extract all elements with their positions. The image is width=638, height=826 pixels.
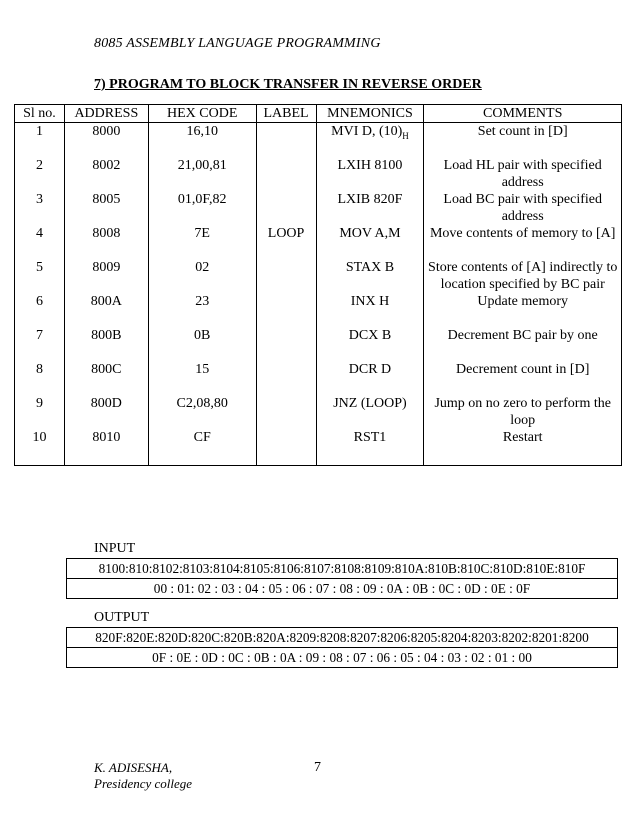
footer-institution: Presidency college <box>94 776 193 791</box>
cell-sl <box>15 157 65 191</box>
cell-mnemonic-text: LXIB 820F <box>337 192 403 207</box>
table-row <box>15 191 622 225</box>
cell-address <box>64 259 148 293</box>
cell-hex-code-text: 16,10 <box>186 124 218 139</box>
cell-comment-text: Move contents of memory to [A] <box>429 226 616 241</box>
cell-label <box>256 327 316 361</box>
cell-comment-text: Decrement count in [D] <box>456 362 590 377</box>
cell-mnemonic <box>316 293 424 327</box>
cell-comment <box>424 225 622 259</box>
cell-address <box>64 157 148 191</box>
cell-comment-text: Load HL pair with specified address <box>443 158 602 190</box>
cell-mnemonic <box>316 429 424 466</box>
program-title: 7) PROGRAM TO BLOCK TRANSFER IN REVERSE ORDER <box>94 77 482 92</box>
cell-address-text: 8010 <box>92 430 121 445</box>
cell-address <box>64 327 148 361</box>
cell-sl-text: 4 <box>35 226 43 241</box>
cell-hex-code <box>148 225 256 259</box>
cell-hex-code <box>148 259 256 293</box>
table-row <box>15 395 622 429</box>
cell-comment-text: Jump on no zero to perform the loop <box>434 396 611 428</box>
cell-mnemonic-text: DCX B <box>348 328 392 343</box>
cell-comment <box>424 157 622 191</box>
footer-author-block <box>94 760 192 792</box>
cell-comment <box>424 191 622 225</box>
cell-label <box>256 429 316 466</box>
table-row <box>15 293 622 327</box>
cell-hex-code <box>148 293 256 327</box>
cell-mnemonic <box>316 191 424 225</box>
cell-sl-text: 6 <box>35 294 43 309</box>
col-header-hex-code: HEX CODE <box>148 105 256 123</box>
cell-address-text: 8005 <box>92 192 121 207</box>
cell-sl-text: 1 <box>35 124 43 139</box>
cell-address-text: 8000 <box>92 124 121 139</box>
cell-hex-code-text: 21,00,81 <box>177 158 227 173</box>
cell-address <box>64 429 148 466</box>
page-number: 7 <box>314 760 321 775</box>
cell-mnemonic-text: JNZ (LOOP) <box>333 396 407 411</box>
cell-mnemonic-text: STAX B <box>345 260 395 275</box>
cell-mnemonic <box>316 395 424 429</box>
cell-comment-text: Restart <box>502 430 543 445</box>
table-row <box>15 327 622 361</box>
col-header-sl: Sl no. <box>15 105 65 123</box>
cell-sl <box>15 293 65 327</box>
output-addresses: 820F:820E:820D:820C:820B:820A:8209:8208:8207:8206:8205:8204:8203:8202:8201:8200 <box>95 630 589 645</box>
cell-label <box>256 293 316 327</box>
cell-hex-code <box>148 327 256 361</box>
cell-label <box>256 191 316 225</box>
cell-sl-text: 7 <box>35 328 43 343</box>
cell-mnemonic <box>316 361 424 395</box>
cell-mnemonic-text: LXIH 8100 <box>337 158 403 173</box>
col-header-label: LABEL <box>256 105 316 123</box>
cell-label <box>256 123 316 158</box>
cell-comment-text: Update memory <box>477 294 568 309</box>
cell-address-text: 800B <box>91 328 122 343</box>
cell-sl <box>15 395 65 429</box>
cell-mnemonic-text: MOV A,M <box>339 226 401 241</box>
cell-mnemonic <box>316 259 424 293</box>
cell-address-text: 800C <box>91 362 122 377</box>
table-row <box>15 157 622 191</box>
cell-comment <box>424 293 622 327</box>
cell-sl <box>15 225 65 259</box>
cell-sl <box>15 259 65 293</box>
cell-address <box>64 191 148 225</box>
cell-address <box>64 395 148 429</box>
cell-hex-code-text: 01,0F,82 <box>177 192 227 207</box>
cell-mnemonic <box>316 225 424 259</box>
cell-sl <box>15 361 65 395</box>
cell-mnemonic-text: DCR D <box>348 362 392 377</box>
col-header-mnemonics: MNEMONICS <box>316 105 424 123</box>
table-row <box>15 361 622 395</box>
cell-hex-code <box>148 429 256 466</box>
cell-label <box>256 157 316 191</box>
cell-comment-text: Decrement BC pair by one <box>447 328 598 343</box>
cell-label <box>256 361 316 395</box>
output-values: 0F : 0E : 0D : 0C : 0B : 0A : 09 : 08 : 07 : 06 : 05 : 04 : 03 : 02 : 01 : 00 <box>67 647 617 667</box>
cell-label <box>256 225 316 259</box>
col-header-address: ADDRESS <box>64 105 148 123</box>
cell-comment <box>424 327 622 361</box>
col-header-comments: COMMENTS <box>424 105 622 123</box>
cell-sl <box>15 123 65 158</box>
mnemonic-subscript: H <box>402 130 409 141</box>
program-table <box>14 104 622 466</box>
input-values: 00 : 01: 02 : 03 : 04 : 05 : 06 : 07 : 08 : 09 : 0A : 0B : 0C : 0D : 0E : 0F <box>67 578 617 598</box>
table-row <box>15 123 622 158</box>
cell-label <box>256 395 316 429</box>
running-header: 8085 ASSEMBLY LANGUAGE PROGRAMMING <box>94 36 381 51</box>
cell-comment-text: Load BC pair with specified address <box>443 192 603 224</box>
cell-comment <box>424 123 622 158</box>
input-addresses: 8100:810:8102:8103:8104:8105:8106:8107:8108:8109:810A:810B:810C:810D:810E:810F <box>98 561 586 576</box>
cell-comment <box>424 429 622 466</box>
cell-mnemonic <box>316 327 424 361</box>
output-label: OUTPUT <box>94 610 150 625</box>
cell-hex-code-text: 0B <box>194 328 211 343</box>
output-table <box>66 627 618 668</box>
table-header-row <box>15 105 622 123</box>
input-table <box>66 558 618 599</box>
table-row <box>15 429 622 466</box>
cell-address <box>64 225 148 259</box>
cell-mnemonic-text: RST1 <box>353 430 387 445</box>
table-row <box>15 259 622 293</box>
cell-sl <box>15 327 65 361</box>
cell-sl <box>15 191 65 225</box>
cell-sl-text: 2 <box>35 158 43 173</box>
footer-author: K. ADISESHA, <box>94 760 173 775</box>
cell-comment-text: Store contents of [A] indirectly to location specified by BC pair <box>428 260 618 292</box>
cell-sl-text: 9 <box>35 396 43 411</box>
input-label: INPUT <box>94 541 136 556</box>
cell-hex-code-text: 7E <box>194 226 210 241</box>
cell-mnemonic <box>316 123 424 158</box>
cell-comment-text: Set count in [D] <box>477 124 568 139</box>
cell-hex-code-text: 23 <box>195 294 210 309</box>
cell-address <box>64 361 148 395</box>
cell-address-text: 8009 <box>92 260 121 275</box>
cell-address-text: 800A <box>90 294 122 309</box>
cell-comment <box>424 395 622 429</box>
cell-hex-code <box>148 191 256 225</box>
cell-sl-text: 3 <box>35 192 43 207</box>
cell-mnemonic-text: INX H <box>350 294 390 309</box>
cell-hex-code <box>148 123 256 158</box>
cell-hex-code <box>148 157 256 191</box>
cell-hex-code <box>148 395 256 429</box>
cell-mnemonic-text: MVI D, (10) <box>331 124 403 139</box>
cell-mnemonic <box>316 157 424 191</box>
cell-comment <box>424 361 622 395</box>
cell-hex-code-text: CF <box>193 430 211 445</box>
cell-hex-code-text: C2,08,80 <box>176 396 228 411</box>
cell-sl-text: 8 <box>35 362 43 377</box>
cell-sl-text: 5 <box>35 260 43 275</box>
cell-label-text: LOOP <box>267 226 305 241</box>
table-row <box>15 225 622 259</box>
cell-address-text: 8008 <box>92 226 121 241</box>
cell-hex-code-text: 02 <box>195 260 210 275</box>
cell-address <box>64 293 148 327</box>
cell-address-text: 800D <box>90 396 122 411</box>
cell-comment <box>424 259 622 293</box>
cell-address <box>64 123 148 158</box>
cell-address-text: 8002 <box>92 158 121 173</box>
cell-sl-text: 10 <box>32 430 47 445</box>
cell-sl <box>15 429 65 466</box>
cell-label <box>256 259 316 293</box>
cell-hex-code <box>148 361 256 395</box>
cell-hex-code-text: 15 <box>195 362 210 377</box>
